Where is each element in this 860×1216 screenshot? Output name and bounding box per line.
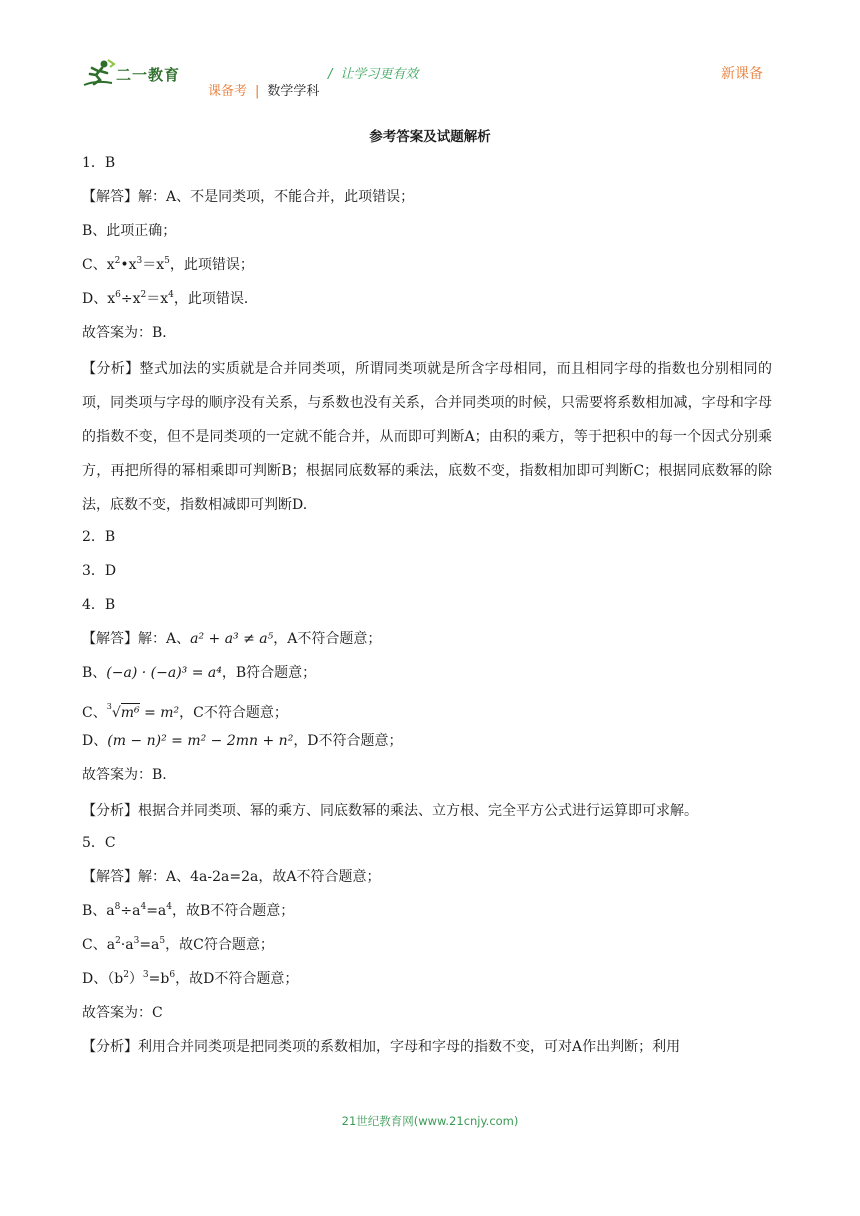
solution-text: 【解答】解：A、不是同类项，不能合并，此项错误； (82, 189, 415, 205)
answer-2: 2．B (82, 529, 116, 545)
analysis-paragraph: 【分析】利用合并同类项是把同类项的系数相加，字母和字母的指数不变，可对A作出判断；利用 (82, 1039, 681, 1055)
document-body (82, 148, 772, 1066)
solution-text: 【解答】解：A、4a-2a=2a，故A不符合题意； (82, 869, 381, 885)
header-separator: | (255, 84, 260, 99)
logo (82, 58, 190, 90)
solution-text: C、$^3$√m⁶ = m²，C不符合题意； (82, 702, 288, 721)
slogan-text: 让学习更有效 (340, 67, 419, 82)
answer-statement: 故答案为：B. (82, 767, 167, 783)
page-footer: 21世纪教育网(www.21cnjy.com) (341, 1114, 519, 1128)
solution-text: D、$(b^2)^3=b^6$，故D不符合题意； (82, 970, 299, 987)
answer-3: 3．D (82, 563, 117, 579)
brand-right: 新课备 (721, 66, 763, 82)
solution-text: D、$x^6\div x^2=x^4$，此项错误． (82, 290, 258, 307)
header-subtitle (208, 80, 319, 99)
solution-text: 【解答】解：A、a² + a³ ≠ a⁵，A不符合题意； (82, 631, 382, 647)
solution-text: B、$a^8\div a^4=a^4$，故B不符合题意； (82, 902, 295, 919)
solution-text: B、此项正确； (82, 223, 177, 239)
slogan-slash: / (328, 67, 333, 82)
analysis-paragraph: 【分析】整式加法的实质就是合并同类项，所谓同类项就是所含字母相同，而且相同字母的指数也分别相同的项，同类项与字母的顺序没有关系，与系数也没有关系，合并同类项的时候，只需要将系数相加减，字母和字母的指数不变，但不是同类项的一定就不能合并，从而即可判断A；由积的乘方，等于把积中的每一个因式分别乘方，再把所得的幂相乘即可判断B；根据同底数幂的乘法，底数不变，指数相加即可判断C；根据同底数幂的除法，底数不变，指数相减即可判断D. (82, 361, 772, 513)
logo-text: 二一教育 (116, 66, 181, 84)
page-title: 参考答案及试题解析 (369, 129, 491, 145)
solution-text: B、(−a) · (−a)³ = a⁴，B符合题意； (82, 665, 317, 681)
page-header (0, 0, 860, 110)
analysis-paragraph: 【分析】根据合并同类项、幂的乘方、同底数幂的乘法、立方根、完全平方公式进行运算即可求解。 (82, 803, 698, 819)
solution-text: D、(m − n)² = m² − 2mn + n²，D不符合题意； (82, 733, 403, 749)
subject-label: 数学学科 (267, 84, 320, 99)
runner-logo-icon (82, 58, 116, 90)
answer-1: 1．B (82, 155, 116, 171)
cube-root: $^3$√m⁶ (106, 702, 140, 721)
slogan (328, 63, 418, 82)
answer-statement: 故答案为：C (82, 1005, 163, 1021)
course-label: 课备考 (208, 84, 248, 99)
solution-text: C、$x^2•x^3=x^5$，此项错误； (82, 256, 254, 273)
answer-5: 5．C (82, 835, 116, 851)
solution-text: C、$a^2\cdot a^3=a^5$，故C符合题意； (82, 936, 274, 953)
answer-statement: 故答案为：B． (82, 325, 177, 341)
answer-4: 4．B (82, 597, 116, 613)
